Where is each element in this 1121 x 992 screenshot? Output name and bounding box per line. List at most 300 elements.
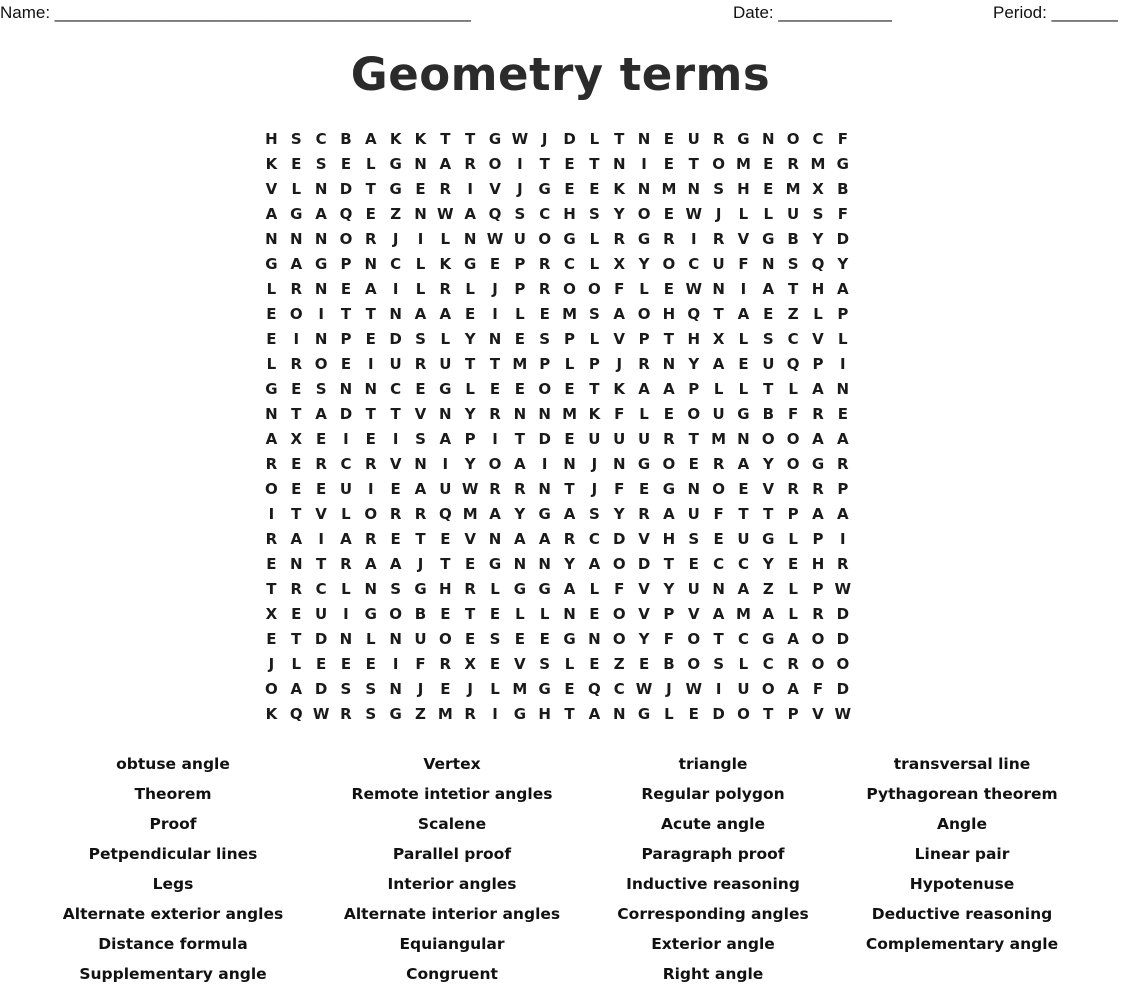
grid-letter: O — [538, 379, 552, 398]
grid-row — [259, 151, 855, 176]
grid-letter: R — [290, 579, 303, 598]
grid-letter: S — [762, 329, 774, 348]
grid-letter: O — [761, 429, 775, 448]
grid-letter: K — [613, 379, 626, 398]
grid-letter: X — [812, 179, 824, 198]
grid-letter: A — [364, 279, 377, 298]
word-item: Paragraph proof — [641, 845, 785, 863]
grid-letter: L — [291, 654, 302, 673]
word-item: transversal line — [893, 755, 1031, 773]
grid-letter: N — [712, 579, 725, 598]
grid-letter: E — [638, 654, 650, 673]
grid-letter: Y — [613, 204, 625, 223]
grid-letter: G — [762, 629, 775, 648]
grid-letter: I — [442, 454, 449, 473]
grid-letter: R — [538, 279, 551, 298]
grid-letter: X — [265, 604, 278, 623]
grid-letter: P — [688, 379, 700, 398]
grid-letter: F — [415, 654, 426, 673]
grid-letter: N — [463, 229, 477, 248]
grid-letter: T — [291, 629, 302, 648]
grid-letter: W — [834, 704, 852, 723]
grid-row — [259, 426, 855, 451]
grid-letter: Y — [613, 504, 625, 523]
grid-letter: Y — [638, 629, 650, 648]
grid-letter: T — [266, 579, 277, 598]
grid-letter: E — [788, 554, 799, 573]
word-item: Legs — [152, 875, 194, 893]
grid-letter: O — [786, 129, 800, 148]
grid-letter: S — [588, 204, 600, 223]
grid-letter: R — [787, 654, 799, 673]
grid-letter: W — [511, 129, 529, 148]
grid-letter: R — [365, 529, 377, 548]
grid-letter: Z — [787, 304, 799, 323]
grid-letter: O — [662, 454, 676, 473]
grid-letter: L — [415, 254, 426, 273]
grid-letter: T — [465, 604, 476, 623]
grid-letter: U — [613, 429, 626, 448]
grid-letter: T — [663, 329, 675, 348]
grid-letter: E — [713, 529, 724, 548]
word-item: Inductive reasoning — [626, 875, 800, 893]
grid-letter: Y — [688, 354, 700, 373]
grid-letter: Z — [415, 704, 426, 723]
grid-letter: A — [265, 204, 278, 223]
grid-letter: C — [390, 379, 402, 398]
word-column — [822, 752, 1102, 962]
grid-letter: G — [414, 579, 427, 598]
grid-letter: E — [564, 379, 575, 398]
grid-letter: N — [389, 629, 402, 648]
grid-letter: U — [389, 354, 402, 373]
grid-letter: S — [315, 154, 327, 173]
grid-letter: T — [713, 304, 724, 323]
grid-letter: R — [563, 529, 576, 548]
grid-letter: S — [812, 204, 824, 223]
grid-letter: D — [836, 229, 850, 248]
grid-letter: T — [589, 154, 600, 173]
grid-letter: A — [340, 529, 352, 548]
grid-letter: W — [685, 679, 703, 698]
grid-letter: E — [340, 354, 352, 373]
grid-letter: A — [762, 604, 775, 623]
grid-row — [259, 551, 855, 576]
grid-letter: G — [737, 404, 750, 423]
grid-letter: L — [589, 579, 600, 598]
grid-letter: V — [812, 329, 824, 348]
grid-letter: I — [392, 279, 399, 298]
grid-letter: N — [563, 604, 576, 623]
grid-letter: D — [712, 704, 725, 723]
word-item: Pythagorean theorem — [866, 785, 1058, 803]
grid-letter: G — [389, 704, 402, 723]
grid-letter: R — [290, 279, 303, 298]
grid-letter: V — [812, 704, 824, 723]
grid-letter: T — [713, 629, 724, 648]
grid-letter: O — [488, 154, 502, 173]
grid-letter: R — [389, 504, 402, 523]
grid-letter: R — [439, 654, 452, 673]
grid-letter: C — [688, 254, 700, 273]
grid-letter: G — [662, 479, 676, 498]
grid-letter: U — [687, 129, 700, 148]
grid-letter: O — [811, 654, 825, 673]
grid-letter: E — [390, 529, 401, 548]
grid-letter: N — [637, 129, 651, 148]
grid-letter: O — [364, 504, 378, 523]
grid-letter: B — [340, 129, 352, 148]
grid-letter: N — [488, 529, 502, 548]
grid-letter: O — [637, 204, 651, 223]
grid-letter: G — [513, 704, 527, 723]
grid-letter: N — [538, 479, 551, 498]
grid-row — [259, 476, 855, 501]
grid-letter: R — [613, 229, 626, 248]
grid-letter: E — [514, 329, 525, 348]
grid-letter: W — [834, 579, 852, 598]
grid-letter: L — [788, 529, 798, 548]
grid-row — [259, 576, 855, 601]
grid-letter: V — [389, 454, 402, 473]
grid-letter: E — [738, 354, 749, 373]
grid-letter: J — [541, 129, 548, 148]
grid-letter: C — [613, 679, 625, 698]
grid-letter: L — [515, 604, 525, 623]
grid-letter: H — [662, 529, 676, 548]
grid-letter: O — [687, 654, 701, 673]
grid-letter: E — [315, 479, 327, 498]
grid-letter: A — [563, 504, 576, 523]
grid-letter: N — [612, 154, 626, 173]
grid-letter: E — [663, 279, 675, 298]
grid-letter: T — [440, 129, 451, 148]
grid-letter: E — [390, 479, 401, 498]
grid-letter: T — [539, 154, 550, 173]
grid-letter: R — [414, 354, 427, 373]
grid-letter: N — [314, 329, 328, 348]
grid-letter: T — [738, 504, 749, 523]
grid-letter: E — [688, 554, 699, 573]
word-item: Equiangular — [399, 935, 505, 953]
grid-letter: T — [291, 504, 302, 523]
grid-letter: F — [812, 679, 824, 698]
word-item: Hypotenuse — [909, 875, 1015, 893]
grid-letter: O — [339, 229, 353, 248]
grid-letter: U — [315, 604, 328, 623]
grid-letter: T — [763, 504, 774, 523]
grid-letter: S — [713, 179, 725, 198]
grid-letter: F — [614, 579, 625, 598]
grid-letter: G — [637, 229, 651, 248]
grid-letter: U — [712, 254, 725, 273]
grid-letter: Q — [488, 204, 502, 223]
grid-letter: O — [687, 629, 701, 648]
grid-letter: E — [266, 329, 277, 348]
grid-letter: R — [265, 454, 278, 473]
grid-letter: R — [414, 504, 427, 523]
word-column — [573, 752, 853, 992]
grid-letter: J — [417, 679, 424, 698]
grid-letter: E — [489, 654, 501, 673]
grid-letter: A — [414, 479, 427, 498]
grid-letter: W — [461, 479, 479, 498]
grid-letter: N — [389, 679, 402, 698]
grid-letter: E — [440, 604, 451, 623]
grid-letter: I — [368, 354, 374, 373]
grid-letter: D — [314, 679, 328, 698]
grid-letter: O — [314, 354, 328, 373]
grid-letter: U — [687, 504, 700, 523]
grid-letter: E — [539, 304, 550, 323]
grid-letter: E — [663, 129, 675, 148]
grid-letter: V — [414, 404, 427, 423]
grid-letter: E — [489, 604, 501, 623]
grid-letter: F — [614, 479, 625, 498]
grid-letter: E — [763, 154, 774, 173]
grid-letter: I — [268, 504, 275, 523]
grid-letter: R — [439, 279, 452, 298]
grid-letter: G — [290, 204, 303, 223]
grid-letter: S — [514, 204, 526, 223]
grid-letter: L — [813, 304, 823, 323]
grid-letter: K — [389, 129, 402, 148]
grid-letter: W — [635, 679, 653, 698]
grid-letter: O — [761, 679, 775, 698]
grid-letter: R — [365, 229, 377, 248]
grid-letter: A — [812, 379, 824, 398]
grid-row — [259, 451, 855, 476]
grid-letter: E — [663, 204, 675, 223]
grid-letter: U — [439, 354, 452, 373]
grid-letter: J — [616, 354, 623, 373]
grid-letter: J — [417, 554, 424, 573]
grid-letter: D — [836, 604, 850, 623]
grid-letter: E — [589, 654, 600, 673]
grid-letter: A — [290, 529, 303, 548]
grid-letter: L — [738, 379, 749, 398]
grid-letter: R — [265, 529, 278, 548]
grid-letter: R — [837, 554, 849, 573]
grid-letter: N — [289, 229, 303, 248]
grid-letter: E — [564, 154, 575, 173]
grid-letter: N — [364, 254, 378, 273]
grid-letter: A — [414, 304, 427, 323]
grid-letter: P — [638, 329, 650, 348]
word-item: Scalene — [417, 815, 487, 833]
grid-letter: A — [290, 679, 303, 698]
grid-letter: A — [737, 304, 750, 323]
grid-letter: E — [564, 179, 575, 198]
word-item: Supplementary angle — [79, 965, 267, 983]
grid-letter: R — [812, 479, 824, 498]
grid-letter: R — [365, 454, 377, 473]
grid-row — [259, 276, 855, 301]
grid-letter: L — [291, 179, 302, 198]
grid-letter: O — [488, 454, 502, 473]
grid-letter: W — [685, 279, 703, 298]
grid-letter: R — [489, 479, 501, 498]
grid-letter: O — [662, 254, 676, 273]
grid-letter: D — [314, 629, 328, 648]
grid-letter: O — [637, 304, 651, 323]
grid-letter: L — [564, 654, 575, 673]
grid-letter: E — [415, 379, 426, 398]
grid-letter: J — [591, 479, 598, 498]
grid-letter: G — [389, 179, 402, 198]
grid-letter: A — [712, 604, 725, 623]
word-item: Remote intetior angles — [351, 785, 553, 803]
grid-letter: O — [836, 654, 850, 673]
grid-letter: K — [439, 254, 452, 273]
grid-letter: L — [589, 129, 600, 148]
grid-letter: N — [314, 229, 328, 248]
grid-letter: L — [341, 504, 351, 523]
grid-letter: Q — [786, 354, 800, 373]
grid-letter: Y — [812, 229, 824, 248]
grid-letter: Y — [464, 329, 476, 348]
grid-letter: D — [339, 404, 353, 423]
grid-letter: Y — [564, 554, 575, 573]
grid-letter: R — [812, 604, 824, 623]
grid-letter: D — [563, 129, 576, 148]
grid-letter: L — [564, 354, 575, 373]
grid-letter: E — [291, 154, 302, 173]
grid-letter: O — [438, 629, 452, 648]
grid-letter: G — [314, 254, 328, 273]
grid-letter: K — [588, 404, 601, 423]
grid-letter: A — [663, 379, 675, 398]
grid-letter: O — [712, 154, 725, 173]
grid-row — [259, 376, 855, 401]
grid-letter: L — [341, 579, 351, 598]
grid-letter: U — [414, 629, 427, 648]
grid-letter: L — [788, 379, 798, 398]
grid-letter: N — [414, 204, 427, 223]
grid-letter: G — [488, 554, 502, 573]
grid-letter: N — [488, 329, 502, 348]
grid-letter: E — [738, 479, 749, 498]
grid-letter: S — [539, 654, 551, 673]
grid-letter: V — [638, 529, 650, 548]
grid-letter: L — [266, 354, 277, 373]
grid-row — [259, 201, 855, 226]
grid-letter: T — [688, 154, 699, 173]
grid-letter: V — [613, 329, 626, 348]
grid-letter: E — [489, 254, 501, 273]
grid-letter: G — [637, 454, 651, 473]
grid-letter: N — [538, 554, 551, 573]
grid-letter: B — [787, 229, 799, 248]
grid-letter: R — [712, 129, 725, 148]
grid-letter: E — [663, 154, 675, 173]
page-title: Geometry terms — [350, 48, 771, 101]
grid-letter: R — [812, 404, 824, 423]
grid-letter: P — [340, 329, 352, 348]
grid-letter: A — [514, 529, 526, 548]
grid-letter: R — [787, 479, 799, 498]
grid-letter: T — [564, 479, 575, 498]
grid-letter: R — [712, 454, 725, 473]
grid-letter: T — [564, 704, 575, 723]
grid-letter: I — [467, 179, 473, 198]
grid-letter: O — [265, 679, 278, 698]
grid-letter: F — [788, 404, 799, 423]
grid-letter: T — [365, 179, 376, 198]
grid-letter: O — [289, 304, 303, 323]
grid-letter: Q — [687, 304, 701, 323]
grid-letter: N — [687, 479, 701, 498]
grid-letter: T — [589, 379, 600, 398]
word-item: Acute angle — [661, 815, 765, 833]
grid-letter: H — [538, 704, 551, 723]
grid-letter: N — [762, 254, 775, 273]
grid-letter: I — [517, 154, 523, 173]
grid-letter: I — [740, 279, 747, 298]
grid-letter: E — [688, 704, 699, 723]
word-item: Petpendicular lines — [88, 845, 258, 863]
grid-letter: P — [812, 529, 824, 548]
grid-letter: E — [440, 679, 451, 698]
grid-letter: P — [514, 254, 526, 273]
grid-letter: Y — [762, 554, 774, 573]
grid-letter: A — [787, 679, 799, 698]
grid-letter: L — [713, 379, 724, 398]
grid-row — [259, 401, 855, 426]
grid-letter: T — [465, 129, 476, 148]
grid-letter: R — [464, 154, 476, 173]
grid-letter: Y — [464, 404, 476, 423]
grid-letter: G — [538, 579, 551, 598]
grid-letter: H — [563, 204, 576, 223]
grid-letter: A — [538, 529, 551, 548]
grid-letter: I — [318, 529, 324, 548]
grid-letter: R — [464, 704, 476, 723]
grid-letter: A — [315, 404, 327, 423]
grid-letter: C — [315, 579, 327, 598]
grid-letter: N — [588, 629, 601, 648]
grid-letter: G — [538, 504, 551, 523]
word-item: Regular polygon — [641, 785, 785, 803]
grid-letter: H — [439, 579, 452, 598]
grid-letter: E — [291, 479, 302, 498]
grid-letter: L — [490, 579, 500, 598]
grid-letter: I — [417, 229, 424, 248]
grid-letter: N — [314, 279, 328, 298]
grid-letter: A — [613, 304, 626, 323]
grid-letter: F — [663, 629, 675, 648]
grid-letter: I — [690, 229, 697, 248]
grid-letter: E — [415, 179, 426, 198]
grid-letter: L — [738, 654, 749, 673]
grid-letter: E — [291, 379, 302, 398]
grid-letter: E — [763, 304, 774, 323]
grid-letter: Q — [438, 504, 452, 523]
grid-letter: T — [390, 404, 401, 423]
word-item: triangle — [678, 755, 748, 773]
grid-letter: T — [763, 379, 774, 398]
grid-letter: N — [389, 304, 402, 323]
word-item: obtuse angle — [116, 755, 230, 773]
grid-letter: T — [365, 404, 376, 423]
grid-letter: E — [340, 279, 352, 298]
grid-letter: Y — [514, 504, 526, 523]
grid-letter: Z — [613, 654, 625, 673]
grid-letter: D — [836, 629, 850, 648]
grid-row — [259, 301, 855, 326]
grid-letter: J — [517, 179, 523, 198]
grid-letter: L — [515, 304, 525, 323]
